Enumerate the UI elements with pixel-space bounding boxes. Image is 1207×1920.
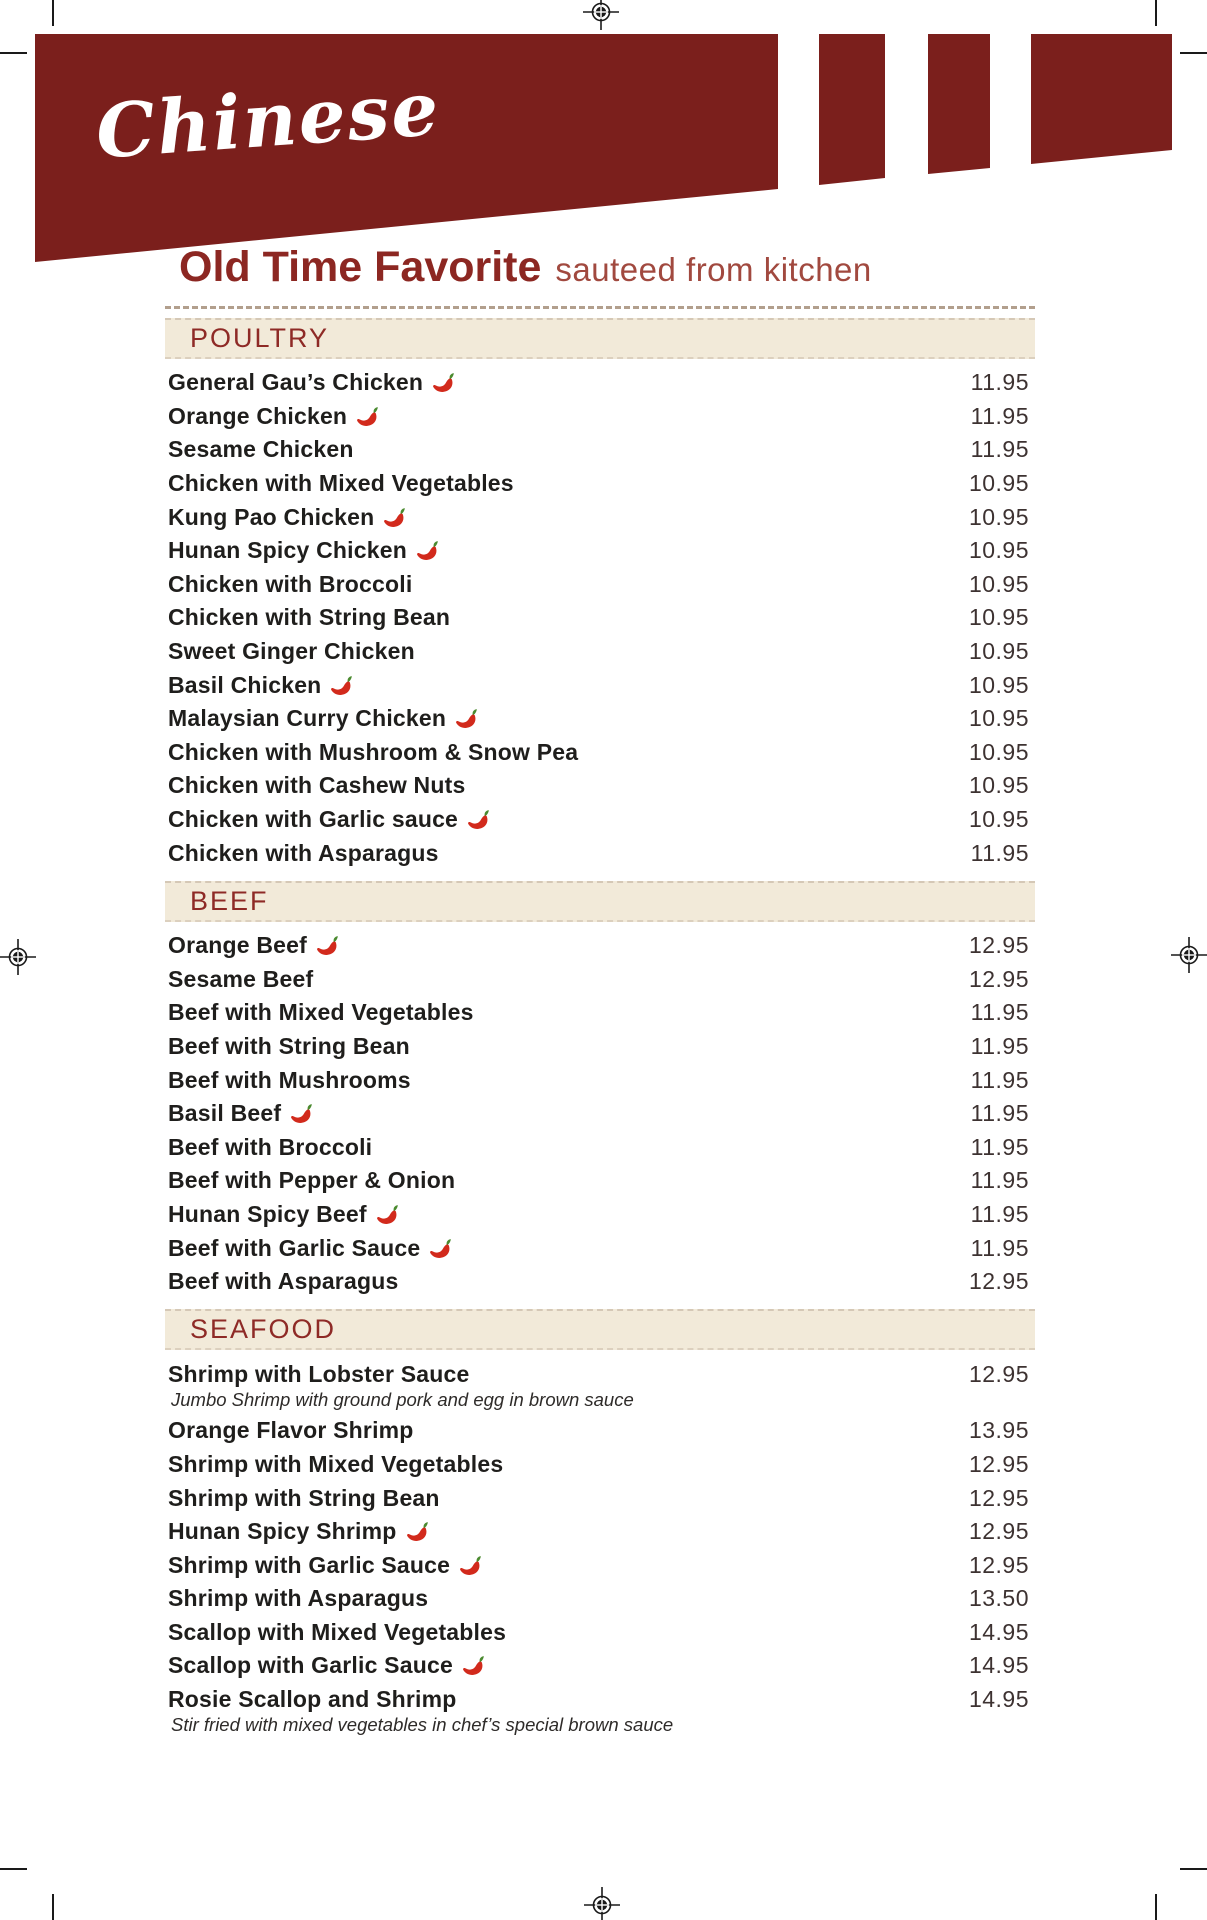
item-name-group bbox=[168, 604, 450, 631]
menu-item-row bbox=[168, 433, 1029, 467]
crop-mark bbox=[1180, 52, 1207, 54]
item-price: 10.95 bbox=[968, 604, 1029, 631]
crop-mark bbox=[1155, 1894, 1157, 1920]
menu-item-row bbox=[168, 1616, 1029, 1650]
item-name-group bbox=[168, 1585, 428, 1612]
item-price: 10.95 bbox=[968, 806, 1029, 833]
item-price: 12.95 bbox=[968, 1518, 1029, 1545]
menu-item-row bbox=[168, 534, 1029, 568]
section-title: SEAFOOD bbox=[190, 1314, 337, 1345]
item-name: Beef with Garlic Sauce bbox=[168, 1234, 421, 1261]
menu-item-row bbox=[168, 1198, 1029, 1232]
item-name-group bbox=[168, 1268, 398, 1295]
section-band bbox=[165, 881, 1035, 922]
menu-item-row bbox=[168, 1357, 1029, 1391]
item-name: Chicken with Mixed Vegetables bbox=[168, 470, 514, 497]
menu-content bbox=[165, 243, 1035, 1741]
item-price: 14.95 bbox=[968, 1618, 1029, 1645]
item-price: 12.95 bbox=[968, 965, 1029, 992]
item-name: Beef with Broccoli bbox=[168, 1133, 373, 1160]
banner-title: Chinese bbox=[93, 65, 444, 176]
menu-item-row bbox=[168, 366, 1029, 400]
item-name-group bbox=[168, 1167, 455, 1194]
registration-mark-icon bbox=[0, 937, 38, 977]
registration-mark-icon bbox=[582, 1885, 622, 1920]
banner-block-3 bbox=[928, 34, 990, 174]
menu-sections bbox=[165, 318, 1035, 1741]
item-price: 12.95 bbox=[968, 1484, 1029, 1511]
item-name: Orange Beef bbox=[168, 932, 307, 959]
item-price: 12.95 bbox=[968, 932, 1029, 959]
chili-pepper-icon bbox=[416, 540, 439, 563]
item-name: Beef with String Bean bbox=[168, 1032, 410, 1059]
item-price: 10.95 bbox=[968, 503, 1029, 530]
menu-item-row bbox=[168, 1265, 1029, 1299]
item-name: Chicken with Cashew Nuts bbox=[168, 772, 466, 799]
section-band bbox=[165, 1309, 1035, 1350]
item-price: 11.95 bbox=[970, 1032, 1029, 1059]
chili-pepper-icon bbox=[356, 406, 379, 429]
item-name-group bbox=[168, 672, 353, 699]
menu-item-row bbox=[168, 1481, 1029, 1515]
menu-item-row bbox=[168, 702, 1029, 736]
item-name-group bbox=[168, 966, 313, 993]
item-name: Sweet Ginger Chicken bbox=[168, 638, 415, 665]
item-price: 10.95 bbox=[968, 738, 1029, 765]
item-name: Shrimp with Garlic Sauce bbox=[168, 1551, 451, 1578]
item-name: Kung Pao Chicken bbox=[168, 503, 375, 530]
menu-heading-title: Old Time Favorite bbox=[179, 243, 542, 291]
item-price: 14.95 bbox=[968, 1686, 1029, 1713]
item-price: 11.95 bbox=[970, 369, 1029, 396]
item-name-group bbox=[168, 1417, 414, 1444]
item-name-group bbox=[168, 1686, 457, 1713]
item-price: 11.95 bbox=[970, 1200, 1029, 1227]
menu-item-row bbox=[168, 601, 1029, 635]
registration-mark-icon bbox=[581, 0, 621, 32]
menu-item-row bbox=[168, 1231, 1029, 1265]
item-price: 11.95 bbox=[970, 1100, 1029, 1127]
menu-item-row bbox=[168, 1130, 1029, 1164]
menu-item-row bbox=[168, 1448, 1029, 1482]
item-price: 13.95 bbox=[968, 1417, 1029, 1444]
item-name-group bbox=[168, 470, 514, 497]
menu-item-row bbox=[168, 500, 1029, 534]
chili-pepper-icon bbox=[432, 372, 455, 395]
menu-item-row bbox=[168, 1582, 1029, 1616]
item-name: Sesame Beef bbox=[168, 965, 314, 992]
item-price: 13.50 bbox=[968, 1585, 1029, 1612]
menu-item-row bbox=[168, 929, 1029, 963]
menu-heading bbox=[165, 243, 1035, 309]
menu-item-row bbox=[168, 467, 1029, 501]
item-price: 11.95 bbox=[970, 1066, 1029, 1093]
item-price: 11.95 bbox=[970, 999, 1029, 1026]
item-name-group bbox=[168, 1134, 372, 1161]
item-name: Shrimp with String Bean bbox=[168, 1484, 440, 1511]
registration-mark-icon bbox=[1169, 935, 1207, 975]
item-price: 12.95 bbox=[968, 1360, 1029, 1387]
item-price: 10.95 bbox=[968, 470, 1029, 497]
item-name-group bbox=[168, 638, 415, 665]
item-name-group bbox=[168, 403, 379, 430]
item-name-group bbox=[168, 1619, 506, 1646]
item-description: Stir fried with mixed vegetables in chef’s special brown sauce bbox=[171, 1714, 674, 1736]
item-name: Chicken with Asparagus bbox=[168, 839, 439, 866]
menu-item-row bbox=[168, 836, 1029, 870]
section-rows bbox=[165, 1350, 1035, 1741]
menu-item-row bbox=[168, 568, 1029, 602]
chili-pepper-icon bbox=[455, 708, 478, 731]
crop-mark bbox=[52, 0, 54, 26]
item-name: Chicken with Garlic sauce bbox=[168, 806, 459, 833]
crop-mark bbox=[1155, 0, 1157, 26]
chili-pepper-icon bbox=[429, 1238, 452, 1261]
menu-item-row bbox=[168, 668, 1029, 702]
banner-block-2 bbox=[819, 34, 885, 185]
item-name-group bbox=[168, 1100, 313, 1127]
crop-mark bbox=[0, 52, 27, 54]
menu-item-row bbox=[168, 996, 1029, 1030]
menu-item-row bbox=[168, 1030, 1029, 1064]
item-name: Scallop with Mixed Vegetables bbox=[168, 1618, 507, 1645]
item-name: Beef with Pepper & Onion bbox=[168, 1167, 456, 1194]
section-rows bbox=[165, 922, 1035, 1301]
item-name: Scallop with Garlic Sauce bbox=[168, 1652, 453, 1679]
item-name-group bbox=[168, 739, 578, 766]
item-name-group bbox=[168, 504, 406, 531]
item-name: Chicken with String Bean bbox=[168, 604, 451, 631]
chili-pepper-icon bbox=[462, 1655, 485, 1678]
item-name: Orange Flavor Shrimp bbox=[168, 1417, 414, 1444]
item-name-group bbox=[168, 1518, 429, 1545]
item-price: 10.95 bbox=[968, 638, 1029, 665]
menu-item-row bbox=[168, 1097, 1029, 1131]
menu-item-row bbox=[168, 400, 1029, 434]
chili-pepper-icon bbox=[467, 809, 490, 832]
item-price: 11.95 bbox=[970, 1133, 1029, 1160]
item-name: General Gau’s Chicken bbox=[168, 369, 424, 396]
item-name: Shrimp with Lobster Sauce bbox=[168, 1360, 470, 1387]
item-name-group bbox=[168, 1201, 399, 1228]
item-description: Jumbo Shrimp with ground pork and egg in brown sauce bbox=[171, 1389, 634, 1411]
chili-pepper-icon bbox=[406, 1521, 429, 1544]
item-name: Beef with Mixed Vegetables bbox=[168, 999, 474, 1026]
menu-item-row bbox=[168, 1548, 1029, 1582]
menu-item-row bbox=[168, 963, 1029, 997]
menu-item-row bbox=[168, 635, 1029, 669]
item-name-group bbox=[168, 1552, 482, 1579]
item-name: Rosie Scallop and Shrimp bbox=[168, 1686, 457, 1713]
chili-pepper-icon bbox=[316, 935, 339, 958]
menu-section bbox=[165, 881, 1035, 1301]
menu-item-row bbox=[168, 1063, 1029, 1097]
menu-item-row bbox=[168, 1164, 1029, 1198]
item-name-group bbox=[168, 772, 465, 799]
item-name-group bbox=[168, 369, 455, 396]
item-name-group bbox=[168, 1361, 470, 1388]
section-title: BEEF bbox=[190, 885, 269, 916]
item-price: 10.95 bbox=[968, 537, 1029, 564]
menu-item-row bbox=[168, 1414, 1029, 1448]
item-price: 11.95 bbox=[970, 436, 1029, 463]
crop-mark bbox=[52, 1894, 54, 1920]
item-name-group bbox=[168, 571, 412, 598]
banner-block-4 bbox=[1031, 34, 1172, 164]
item-price: 11.95 bbox=[970, 839, 1029, 866]
item-name-group bbox=[168, 705, 478, 732]
item-name: Chicken with Broccoli bbox=[168, 570, 413, 597]
item-name-group bbox=[168, 1485, 440, 1512]
item-name-group bbox=[168, 840, 439, 867]
chili-pepper-icon bbox=[383, 507, 406, 530]
item-price: 10.95 bbox=[968, 671, 1029, 698]
section-title: POULTRY bbox=[190, 323, 330, 353]
item-name: Basil Beef bbox=[168, 1100, 282, 1127]
menu-item-row bbox=[168, 1515, 1029, 1549]
item-name-group bbox=[168, 436, 354, 463]
item-price: 10.95 bbox=[968, 570, 1029, 597]
item-name-group bbox=[168, 806, 490, 833]
menu-item-row bbox=[168, 769, 1029, 803]
item-name: Beef with Asparagus bbox=[168, 1268, 399, 1295]
menu-item-row bbox=[168, 803, 1029, 837]
item-name: Beef with Mushrooms bbox=[168, 1066, 411, 1093]
item-name: Malaysian Curry Chicken bbox=[168, 705, 447, 732]
item-price: 14.95 bbox=[968, 1652, 1029, 1679]
item-price: 10.95 bbox=[968, 772, 1029, 799]
item-name: Orange Chicken bbox=[168, 402, 348, 429]
menu-section bbox=[165, 1309, 1035, 1741]
chili-pepper-icon bbox=[459, 1555, 482, 1578]
item-name: Shrimp with Mixed Vegetables bbox=[168, 1450, 504, 1477]
crop-mark bbox=[0, 1868, 27, 1870]
crop-mark bbox=[1180, 1868, 1207, 1870]
item-price: 11.95 bbox=[970, 402, 1029, 429]
menu-item-row bbox=[168, 1649, 1029, 1683]
item-price: 12.95 bbox=[968, 1268, 1029, 1295]
chili-pepper-icon bbox=[290, 1103, 313, 1126]
menu-section bbox=[165, 318, 1035, 872]
menu-item-row bbox=[168, 1683, 1029, 1717]
item-name: Chicken with Mushroom & Snow Pea bbox=[168, 738, 579, 765]
item-price: 12.95 bbox=[968, 1551, 1029, 1578]
item-name: Hunan Spicy Shrimp bbox=[168, 1518, 397, 1545]
item-name-group bbox=[168, 1033, 410, 1060]
section-band bbox=[165, 318, 1035, 359]
item-name-group bbox=[168, 1067, 411, 1094]
chili-pepper-icon bbox=[330, 675, 353, 698]
section-rows bbox=[165, 359, 1035, 872]
item-price: 12.95 bbox=[968, 1450, 1029, 1477]
item-name: Shrimp with Asparagus bbox=[168, 1585, 429, 1612]
item-name-group bbox=[168, 1451, 503, 1478]
item-name-group bbox=[168, 1652, 485, 1679]
item-price: 11.95 bbox=[970, 1234, 1029, 1261]
item-name: Sesame Chicken bbox=[168, 436, 354, 463]
item-name: Basil Chicken bbox=[168, 671, 322, 698]
item-name-group bbox=[168, 537, 439, 564]
item-price: 10.95 bbox=[968, 705, 1029, 732]
menu-item-row bbox=[168, 736, 1029, 770]
item-name: Hunan Spicy Beef bbox=[168, 1200, 367, 1227]
item-price: 11.95 bbox=[970, 1167, 1029, 1194]
item-name-group bbox=[168, 932, 339, 959]
menu-heading-subtitle: sauteed from kitchen bbox=[555, 251, 872, 288]
item-name: Hunan Spicy Chicken bbox=[168, 537, 407, 564]
item-name-group bbox=[168, 999, 474, 1026]
chili-pepper-icon bbox=[376, 1204, 399, 1227]
item-name-group bbox=[168, 1235, 452, 1262]
